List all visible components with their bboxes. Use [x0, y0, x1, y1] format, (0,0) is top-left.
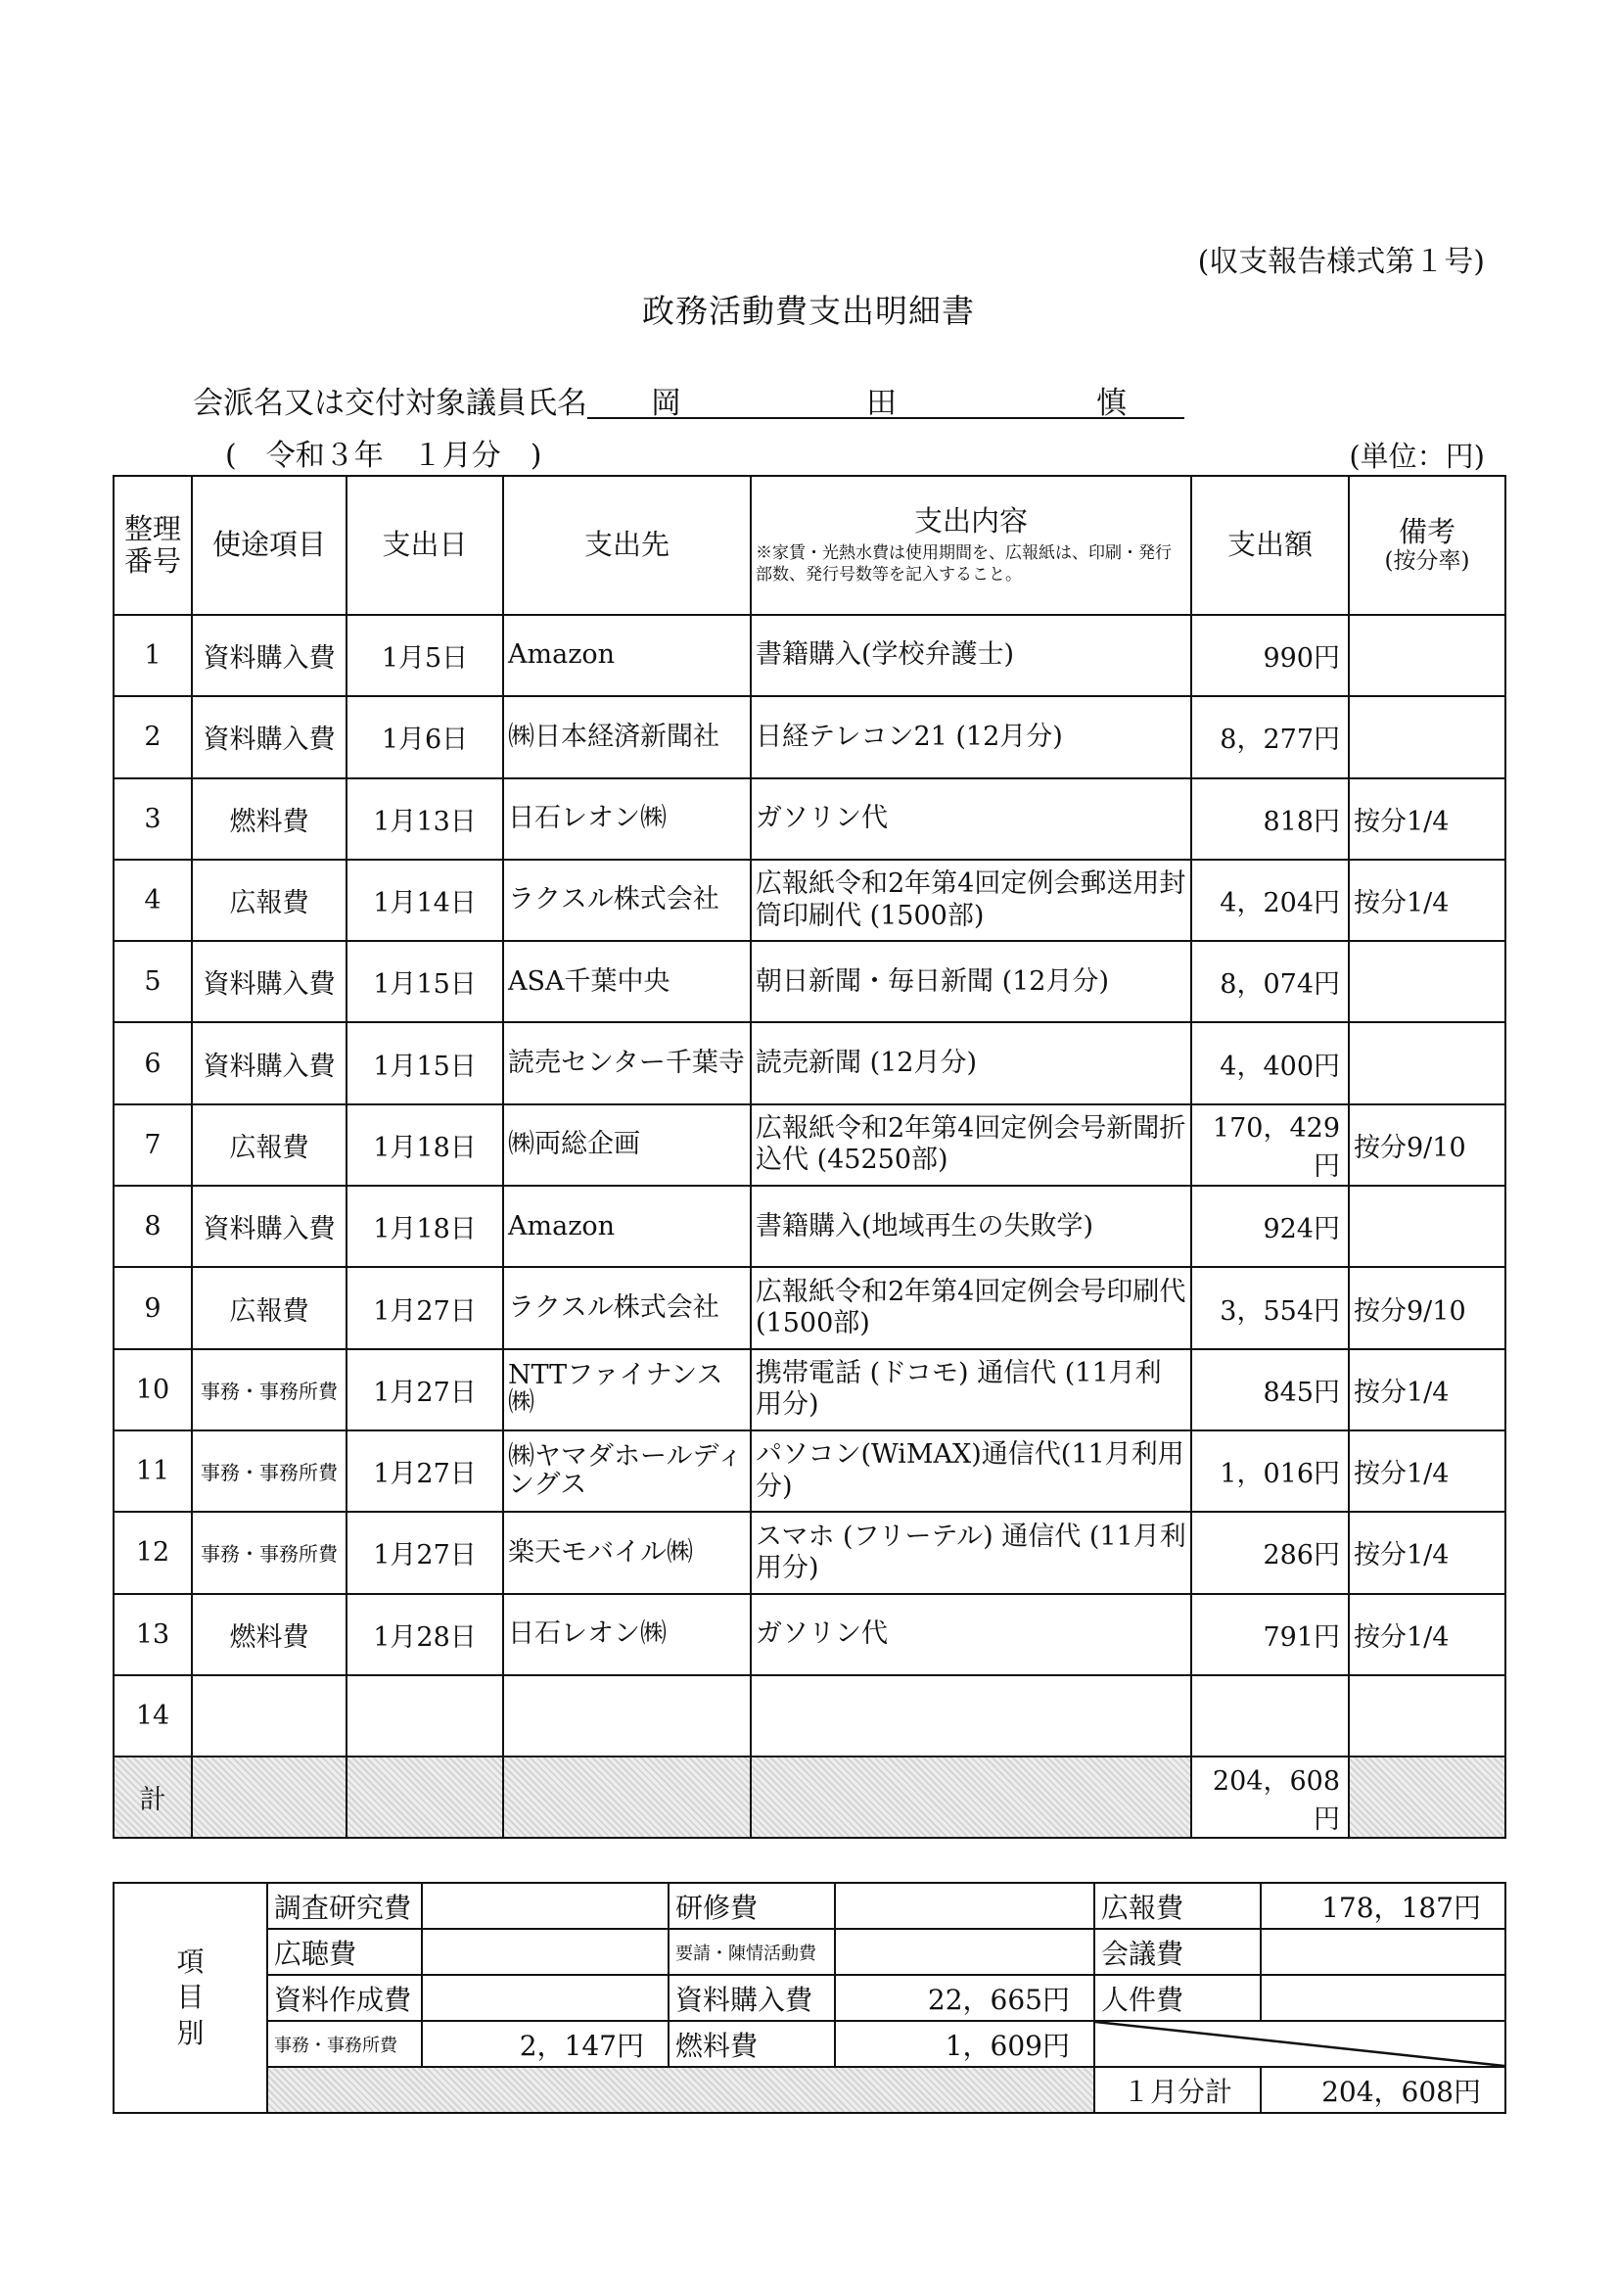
table-row [114, 1349, 1505, 1430]
table-row [114, 778, 1505, 860]
row-payee: Amazon [503, 1186, 751, 1267]
row-use-category [192, 1675, 346, 1757]
row-use-category: 事務・事務所費 [192, 1512, 346, 1593]
reporting-period: ( 令和３年 １月分 ) [225, 439, 542, 473]
row-amount: 990円 [1191, 615, 1349, 696]
row-amount: 791円 [1191, 1594, 1349, 1675]
row-date: 1月5日 [346, 615, 503, 696]
row-payee: ㈱両総企画 [503, 1104, 751, 1186]
table-row [114, 1512, 1505, 1593]
row-note [1349, 941, 1505, 1022]
row-number: 4 [114, 860, 192, 941]
row-use-category: 資料購入費 [192, 615, 346, 696]
table-row [114, 1675, 1505, 1757]
row-amount: 1，016円 [1191, 1430, 1349, 1512]
row-amount: 8，277円 [1191, 696, 1349, 777]
member-label: 会派名又は交付対象議員氏名 [193, 386, 587, 421]
row-description: 読売新聞 (12月分) [751, 1022, 1191, 1103]
row-date: 1月18日 [346, 1104, 503, 1186]
row-number: 8 [114, 1186, 192, 1267]
row-description: 朝日新聞・毎日新聞 (12月分) [751, 941, 1191, 1022]
row-date: 1月15日 [346, 941, 503, 1022]
row-number: 5 [114, 941, 192, 1022]
row-payee: 日石レオン㈱ [503, 778, 751, 860]
row-note: 按分9/10 [1349, 1267, 1505, 1348]
row-number: 11 [114, 1430, 192, 1512]
row-description: 広報紙令和2年第4回定例会号印刷代 (1500部) [751, 1267, 1191, 1348]
row-payee: Amazon [503, 615, 751, 696]
row-description: 書籍購入(学校弁護士) [751, 615, 1191, 696]
row-amount [1191, 1675, 1349, 1757]
row-payee: 楽天モバイル㈱ [503, 1512, 751, 1593]
row-description: 日経テレコン21 (12月分) [751, 696, 1191, 777]
summary-item-label: 広報費 [1094, 1883, 1261, 1929]
row-amount: 4，204円 [1191, 860, 1349, 941]
summary-item-label: 広聴費 [267, 1929, 422, 1975]
row-use-category: 燃料費 [192, 1594, 346, 1675]
row-note: 按分1/4 [1349, 1594, 1505, 1675]
summary-item-value: 22，665円 [835, 1975, 1094, 2021]
row-note [1349, 1022, 1505, 1103]
row-payee: NTTファイナンス㈱ [503, 1349, 751, 1430]
row-description: ガソリン代 [751, 1594, 1191, 1675]
row-payee: 日石レオン㈱ [503, 1594, 751, 1675]
row-payee: ラクスル株式会社 [503, 860, 751, 941]
header-note-title: 備考 [1398, 515, 1455, 549]
row-amount: 8，074円 [1191, 941, 1349, 1022]
summary-item-label: 資料作成費 [267, 1975, 422, 2021]
row-number: 9 [114, 1267, 192, 1348]
row-use-category: 資料購入費 [192, 1022, 346, 1103]
summary-label: 項目別 [114, 1883, 267, 2113]
header-amount: 支出額 [1191, 476, 1349, 615]
row-use-category: 広報費 [192, 860, 346, 941]
summary-item-value [422, 1929, 669, 1975]
header-date: 支出日 [346, 476, 503, 615]
row-number: 6 [114, 1022, 192, 1103]
row-date: 1月27日 [346, 1430, 503, 1512]
summary-item-value: 1，609円 [835, 2021, 1094, 2067]
row-use-category: 燃料費 [192, 778, 346, 860]
table-row [114, 860, 1505, 941]
row-date: 1月15日 [346, 1022, 503, 1103]
row-use-category: 広報費 [192, 1267, 346, 1348]
row-note [1349, 1186, 1505, 1267]
row-use-category: 資料購入費 [192, 1186, 346, 1267]
row-amount: 845円 [1191, 1349, 1349, 1430]
header-desc-title: 支出内容 [913, 504, 1028, 539]
row-note: 按分1/4 [1349, 1430, 1505, 1512]
row-description: ガソリン代 [751, 778, 1191, 860]
summary-item-value [1261, 1929, 1505, 1975]
header-note-sub: (按分率) [1384, 548, 1470, 575]
row-number: 13 [114, 1594, 192, 1675]
row-amount: 818円 [1191, 778, 1349, 860]
header-use: 使途項目 [192, 476, 346, 615]
row-amount: 4，400円 [1191, 1022, 1349, 1103]
row-description: スマホ (フリーテル) 通信代 (11月利用分) [751, 1512, 1191, 1593]
table-header-row [114, 476, 1505, 615]
row-description: 広報紙令和2年第4回定例会号新聞折込代 (45250部) [751, 1104, 1191, 1186]
row-date [346, 1675, 503, 1757]
table-row [114, 1186, 1505, 1267]
row-number: 12 [114, 1512, 192, 1593]
row-note [1349, 1675, 1505, 1757]
header-desc [751, 476, 1191, 615]
table-row [114, 1267, 1505, 1348]
row-date: 1月27日 [346, 1512, 503, 1593]
shaded-cell [751, 1757, 1191, 1838]
month-total-value: 204，608円 [1261, 2067, 1505, 2113]
row-date: 1月28日 [346, 1594, 503, 1675]
summary-item-value [422, 1883, 669, 1929]
row-number: 1 [114, 615, 192, 696]
row-note: 按分1/4 [1349, 1349, 1505, 1430]
summary-item-label: 研修費 [669, 1883, 835, 1929]
category-summary-table [113, 1882, 1506, 2114]
table-row [114, 1430, 1505, 1512]
row-description [751, 1675, 1191, 1757]
header-no: 整理番号 [114, 476, 192, 615]
summary-item-value: 2，147円 [422, 2021, 669, 2067]
total-label: 計 [114, 1757, 192, 1838]
row-note [1349, 615, 1505, 696]
row-use-category: 広報費 [192, 1104, 346, 1186]
summary-item-value [422, 1975, 669, 2021]
summary-item-label: 資料購入費 [669, 1975, 835, 2021]
row-note: 按分1/4 [1349, 778, 1505, 860]
row-payee [503, 1675, 751, 1757]
row-payee: ASA千葉中央 [503, 941, 751, 1022]
row-number: 2 [114, 696, 192, 777]
row-use-category: 事務・事務所費 [192, 1430, 346, 1512]
summary-item-label: 要請・陳情活動費 [669, 1929, 835, 1975]
table-row [114, 1022, 1505, 1103]
table-row [114, 1594, 1505, 1675]
row-payee: 読売センター千葉寺 [503, 1022, 751, 1103]
row-payee: ㈱日本経済新聞社 [503, 696, 751, 777]
row-note: 按分1/4 [1349, 1512, 1505, 1593]
table-row [114, 696, 1505, 777]
row-date: 1月27日 [346, 1267, 503, 1348]
unit-label: (単位：円) [1349, 440, 1485, 473]
total-amount: 204，608円 [1191, 1757, 1349, 1838]
table-row [114, 1104, 1505, 1186]
shaded-cell [192, 1757, 346, 1838]
row-date: 1月18日 [346, 1186, 503, 1267]
table-row [114, 615, 1505, 696]
row-date: 1月13日 [346, 778, 503, 860]
row-amount: 924円 [1191, 1186, 1349, 1267]
row-amount: 170，429円 [1191, 1104, 1349, 1186]
row-payee: ㈱ヤマダホールディングス [503, 1430, 751, 1512]
row-description: 書籍購入(地域再生の失敗学) [751, 1186, 1191, 1267]
header-desc-note: ※家賃・光熱水費は使用期間を、広報紙は、印刷・発行部数、発行号数等を記入すること。 [756, 542, 1172, 585]
row-number: 10 [114, 1349, 192, 1430]
row-note: 按分9/10 [1349, 1104, 1505, 1186]
table-row [114, 941, 1505, 1022]
member-name-part: 田 [866, 386, 897, 421]
expense-table [113, 475, 1506, 1839]
row-amount: 3，554円 [1191, 1267, 1349, 1348]
summary-item-label: 事務・事務所費 [267, 2021, 422, 2067]
shaded-cell [346, 1757, 503, 1838]
summary-item-value: 178，187円 [1261, 1883, 1505, 1929]
summary-item-label: 人件費 [1094, 1975, 1261, 2021]
shaded-cell [1349, 1757, 1505, 1838]
month-total-label: １月分計 [1094, 2067, 1261, 2113]
header-note [1349, 476, 1505, 615]
row-number: 7 [114, 1104, 192, 1186]
summary-item-label: 調査研究費 [267, 1883, 422, 1929]
summary-item-value [835, 1929, 1094, 1975]
row-amount: 286円 [1191, 1512, 1349, 1593]
member-name-part: 慎 [1096, 386, 1127, 421]
header-payee: 支出先 [503, 476, 751, 615]
diagonal-blank-cell [1094, 2021, 1505, 2067]
summary-item-label: 燃料費 [669, 2021, 835, 2067]
row-note: 按分1/4 [1349, 860, 1505, 941]
shaded-cell [267, 2067, 1094, 2113]
row-date: 1月27日 [346, 1349, 503, 1430]
row-use-category: 事務・事務所費 [192, 1349, 346, 1430]
member-name-part: 岡 [651, 386, 681, 421]
row-use-category: 資料購入費 [192, 941, 346, 1022]
member-name [587, 378, 1184, 419]
summary-item-value [835, 1883, 1094, 1929]
row-date: 1月14日 [346, 860, 503, 941]
total-row [114, 1757, 1505, 1838]
form-number: (収支報告様式第１号) [1197, 245, 1485, 279]
row-number: 3 [114, 778, 192, 860]
summary-item-value [1261, 1975, 1505, 2021]
document-title: 政務活動費支出明細書 [642, 292, 975, 330]
row-description: 広報紙令和2年第4回定例会郵送用封筒印刷代 (1500部) [751, 860, 1191, 941]
row-use-category: 資料購入費 [192, 696, 346, 777]
row-description: パソコン(WiMAX)通信代(11月利用分) [751, 1430, 1191, 1512]
row-note [1349, 696, 1505, 777]
row-date: 1月6日 [346, 696, 503, 777]
summary-item-label: 会議費 [1094, 1929, 1261, 1975]
row-description: 携帯電話 (ドコモ) 通信代 (11月利用分) [751, 1349, 1191, 1430]
shaded-cell [503, 1757, 751, 1838]
row-number: 14 [114, 1675, 192, 1757]
row-payee: ラクスル株式会社 [503, 1267, 751, 1348]
